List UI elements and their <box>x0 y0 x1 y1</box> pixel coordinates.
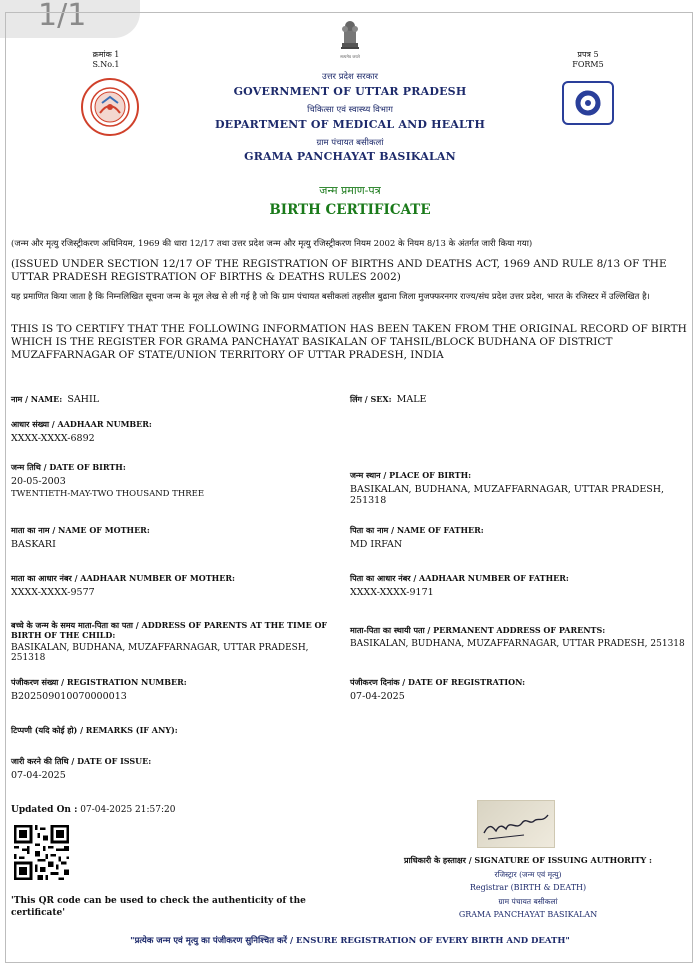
birth-certificate <box>5 12 693 963</box>
mother-aadhaar-field <box>11 573 341 598</box>
form-number-block <box>558 49 618 69</box>
permanent-address-field <box>350 625 690 649</box>
address-at-birth-value: BASIKALAN, BUDHANA, MUZAFFARNAGAR, UTTAR PRADESH, 251318 <box>11 643 309 663</box>
father-name-value: MD IRFAN <box>350 539 403 550</box>
mother-name-field <box>11 525 331 550</box>
certification-text-hindi: यह प्रमाणित किया जाता है कि निम्नलिखित सूचना जन्म के मूल लेख से ली गई है जो कि ग्राम पंचायत बसीकलां तहसील बुढाना जिला मुजफ्फरनगर राज्य/संघ प्रदेश उत्तर प्रदेश, भारत के रजिस्टर में उल्लिखित है। <box>11 292 650 302</box>
updated-on-value: 07-04-2025 21:57:20 <box>80 805 176 815</box>
place-of-birth-field <box>350 470 690 506</box>
registrar-title: Registrar (BIRTH & DEATH) <box>469 883 587 892</box>
state-name: GOVERNMENT OF UTTAR PRADESH <box>233 85 467 98</box>
panchayat-name: GRAMA PANCHAYAT BASIKALAN <box>244 150 456 163</box>
qr-code-icon <box>14 825 69 880</box>
aadhaar-field <box>11 419 331 444</box>
slogan: "प्रत्येक जन्म एवं मृत्यु का पंजीकरण सुनिश्चित करें / ENSURE REGISTRATION OF EVERY BIRTH AND DEATH" <box>130 936 570 946</box>
sex-value: MALE <box>396 394 427 405</box>
address-at-birth-label: बच्चे के जन्म के समय माता-पिता का पता / ADDRESS OF PARENTS AT THE TIME OF BIRTH OF THE CHILD: <box>11 620 328 640</box>
registration-date-field <box>350 677 680 702</box>
registration-number-label: पंजीकरण संख्या / REGISTRATION NUMBER: <box>11 677 187 687</box>
page-indicator: 1/1 <box>0 0 140 38</box>
sex-field <box>350 387 680 406</box>
pob-value: BASIKALAN, BUDHANA, MUZAFFARNAGAR, UTTAR PRADESH, 251318 <box>350 484 665 506</box>
permanent-address-value: BASIKALAN, BUDHANA, MUZAFFARNAGAR, UTTAR PRADESH, 251318 <box>350 639 685 649</box>
mother-name-value: BASKARI <box>11 539 56 550</box>
name-value: SAHIL <box>67 394 100 405</box>
father-name-label: पिता का नाम / NAME OF FATHER: <box>350 525 484 535</box>
name-field <box>11 387 331 406</box>
up-government-seal-icon <box>80 77 140 137</box>
dob-field <box>11 462 341 499</box>
signature-label: प्राधिकारी के हस्ताक्षर / SIGNATURE OF ISSUING AUTHORITY : <box>404 855 652 865</box>
mother-name-label: माता का नाम / NAME OF MOTHER: <box>11 525 150 535</box>
updated-on-label: Updated On : <box>11 805 78 815</box>
pob-label: जन्म स्थान / PLACE OF BIRTH: <box>350 470 472 480</box>
qr-note: 'This QR code can be used to check the authenticity of the certificate' <box>11 896 306 918</box>
date-of-issue-value: 07-04-2025 <box>11 770 66 781</box>
certification-text: THIS IS TO CERTIFY THAT THE FOLLOWING INFORMATION HAS BEEN TAKEN FROM THE ORIGINAL RECORD OF BIRTH WHICH IS THE REGISTER FOR GRAMA PANCHAYAT BASIKALAN OF TAHSIL/BLOCK BUDHANA OF DISTRICT MUZAFFARNAGAR OF STATE/UNION TERRITORY OF UTTAR PRADESH, INDIA <box>11 323 687 361</box>
registrar-panchayat: GRAMA PANCHAYAT BASIKALAN <box>458 910 598 919</box>
department-name: DEPARTMENT OF MEDICAL AND HEALTH <box>214 118 486 131</box>
panchayat-name-hindi: ग्राम पंचायत बसीकलां <box>316 138 384 148</box>
mother-aadhaar-value: XXXX-XXXX-9577 <box>11 587 95 598</box>
updated-on <box>11 805 331 815</box>
permanent-address-label: माता-पिता का स्थायी पता / PERMANENT ADDRESS OF PARENTS: <box>350 625 606 635</box>
date-of-issue-label: जारी करने की तिथि / DATE OF ISSUE: <box>11 756 152 766</box>
registrar-panchayat-hindi: ग्राम पंचायत बसीकलां <box>498 897 558 906</box>
address-at-birth-field <box>11 620 341 663</box>
state-name-hindi: उत्तर प्रदेश सरकार <box>322 72 378 82</box>
father-aadhaar-label: पिता का आधार नंबर / AADHAAR NUMBER OF FATHER: <box>350 573 569 583</box>
signature-image <box>477 800 555 848</box>
aadhaar-label: आधार संख्या / AADHAAR NUMBER: <box>11 419 152 429</box>
serial-number-hindi: क्रमांक 1 <box>92 50 120 59</box>
act-reference: (ISSUED UNDER SECTION 12/17 OF THE REGISTRATION OF BIRTHS AND DEATHS ACT, 1969 AND RULE 8/13 OF THE UTTAR PRADESH REGISTRATION OF BIRTHS & DEATHS RULES 2002) <box>11 258 667 283</box>
father-aadhaar-field <box>350 573 680 598</box>
registration-number-field <box>11 677 331 702</box>
mother-aadhaar-label: माता का आधार नंबर / AADHAAR NUMBER OF MOTHER: <box>11 573 235 583</box>
emblem-caption: सत्यमेव जयते <box>340 54 360 59</box>
department-name-hindi: चिकित्सा एवं स्वास्थ्य विभाग <box>307 105 393 115</box>
sex-label: लिंग / SEX: <box>350 394 392 404</box>
dob-label: जन्म तिथि / DATE OF BIRTH: <box>11 462 126 472</box>
certificate-title: BIRTH CERTIFICATE <box>269 202 431 218</box>
form-number-hindi: प्रपत्र 5 <box>577 50 599 59</box>
form-number: FORM5 <box>572 60 604 69</box>
act-reference-hindi: (जन्म और मृत्यु रजिस्ट्रीकरण अधिनियम, 1969 की धारा 12/17 तथा उत्तर प्रदेश जन्म और मृत्यु रजिस्ट्रीकरण नियम 2002 के नियम 8/13 के अंतर्गत जारी किया गया) <box>11 239 533 249</box>
serial-number-block <box>76 49 136 69</box>
serial-number: S.No.1 <box>92 60 120 69</box>
registration-date-value: 07-04-2025 <box>350 691 405 702</box>
aadhaar-value: XXXX-XXXX-6892 <box>11 433 95 444</box>
form5-logo-icon <box>562 81 614 125</box>
date-of-issue-field <box>11 756 331 781</box>
registration-number-value: B202509010070000013 <box>11 691 127 702</box>
certificate-title-hindi: जन्म प्रमाण-पत्र <box>319 184 381 197</box>
registration-date-label: पंजीकरण दिनांक / DATE OF REGISTRATION: <box>350 677 526 687</box>
name-label: नाम / NAME: <box>11 394 63 404</box>
remarks-label: टिप्पणी (यदि कोई हो) / REMARKS (IF ANY): <box>11 725 178 735</box>
registrar-title-hindi: रजिस्ट्रार (जन्म एवं मृत्यु) <box>494 870 562 879</box>
father-aadhaar-value: XXXX-XXXX-9171 <box>350 587 434 598</box>
dob-in-words: TWENTIETH-MAY-TWO THOUSAND THREE <box>11 489 205 499</box>
dob-value: 20-05-2003 <box>11 476 66 487</box>
remarks-field <box>11 725 331 736</box>
father-name-field <box>350 525 680 550</box>
